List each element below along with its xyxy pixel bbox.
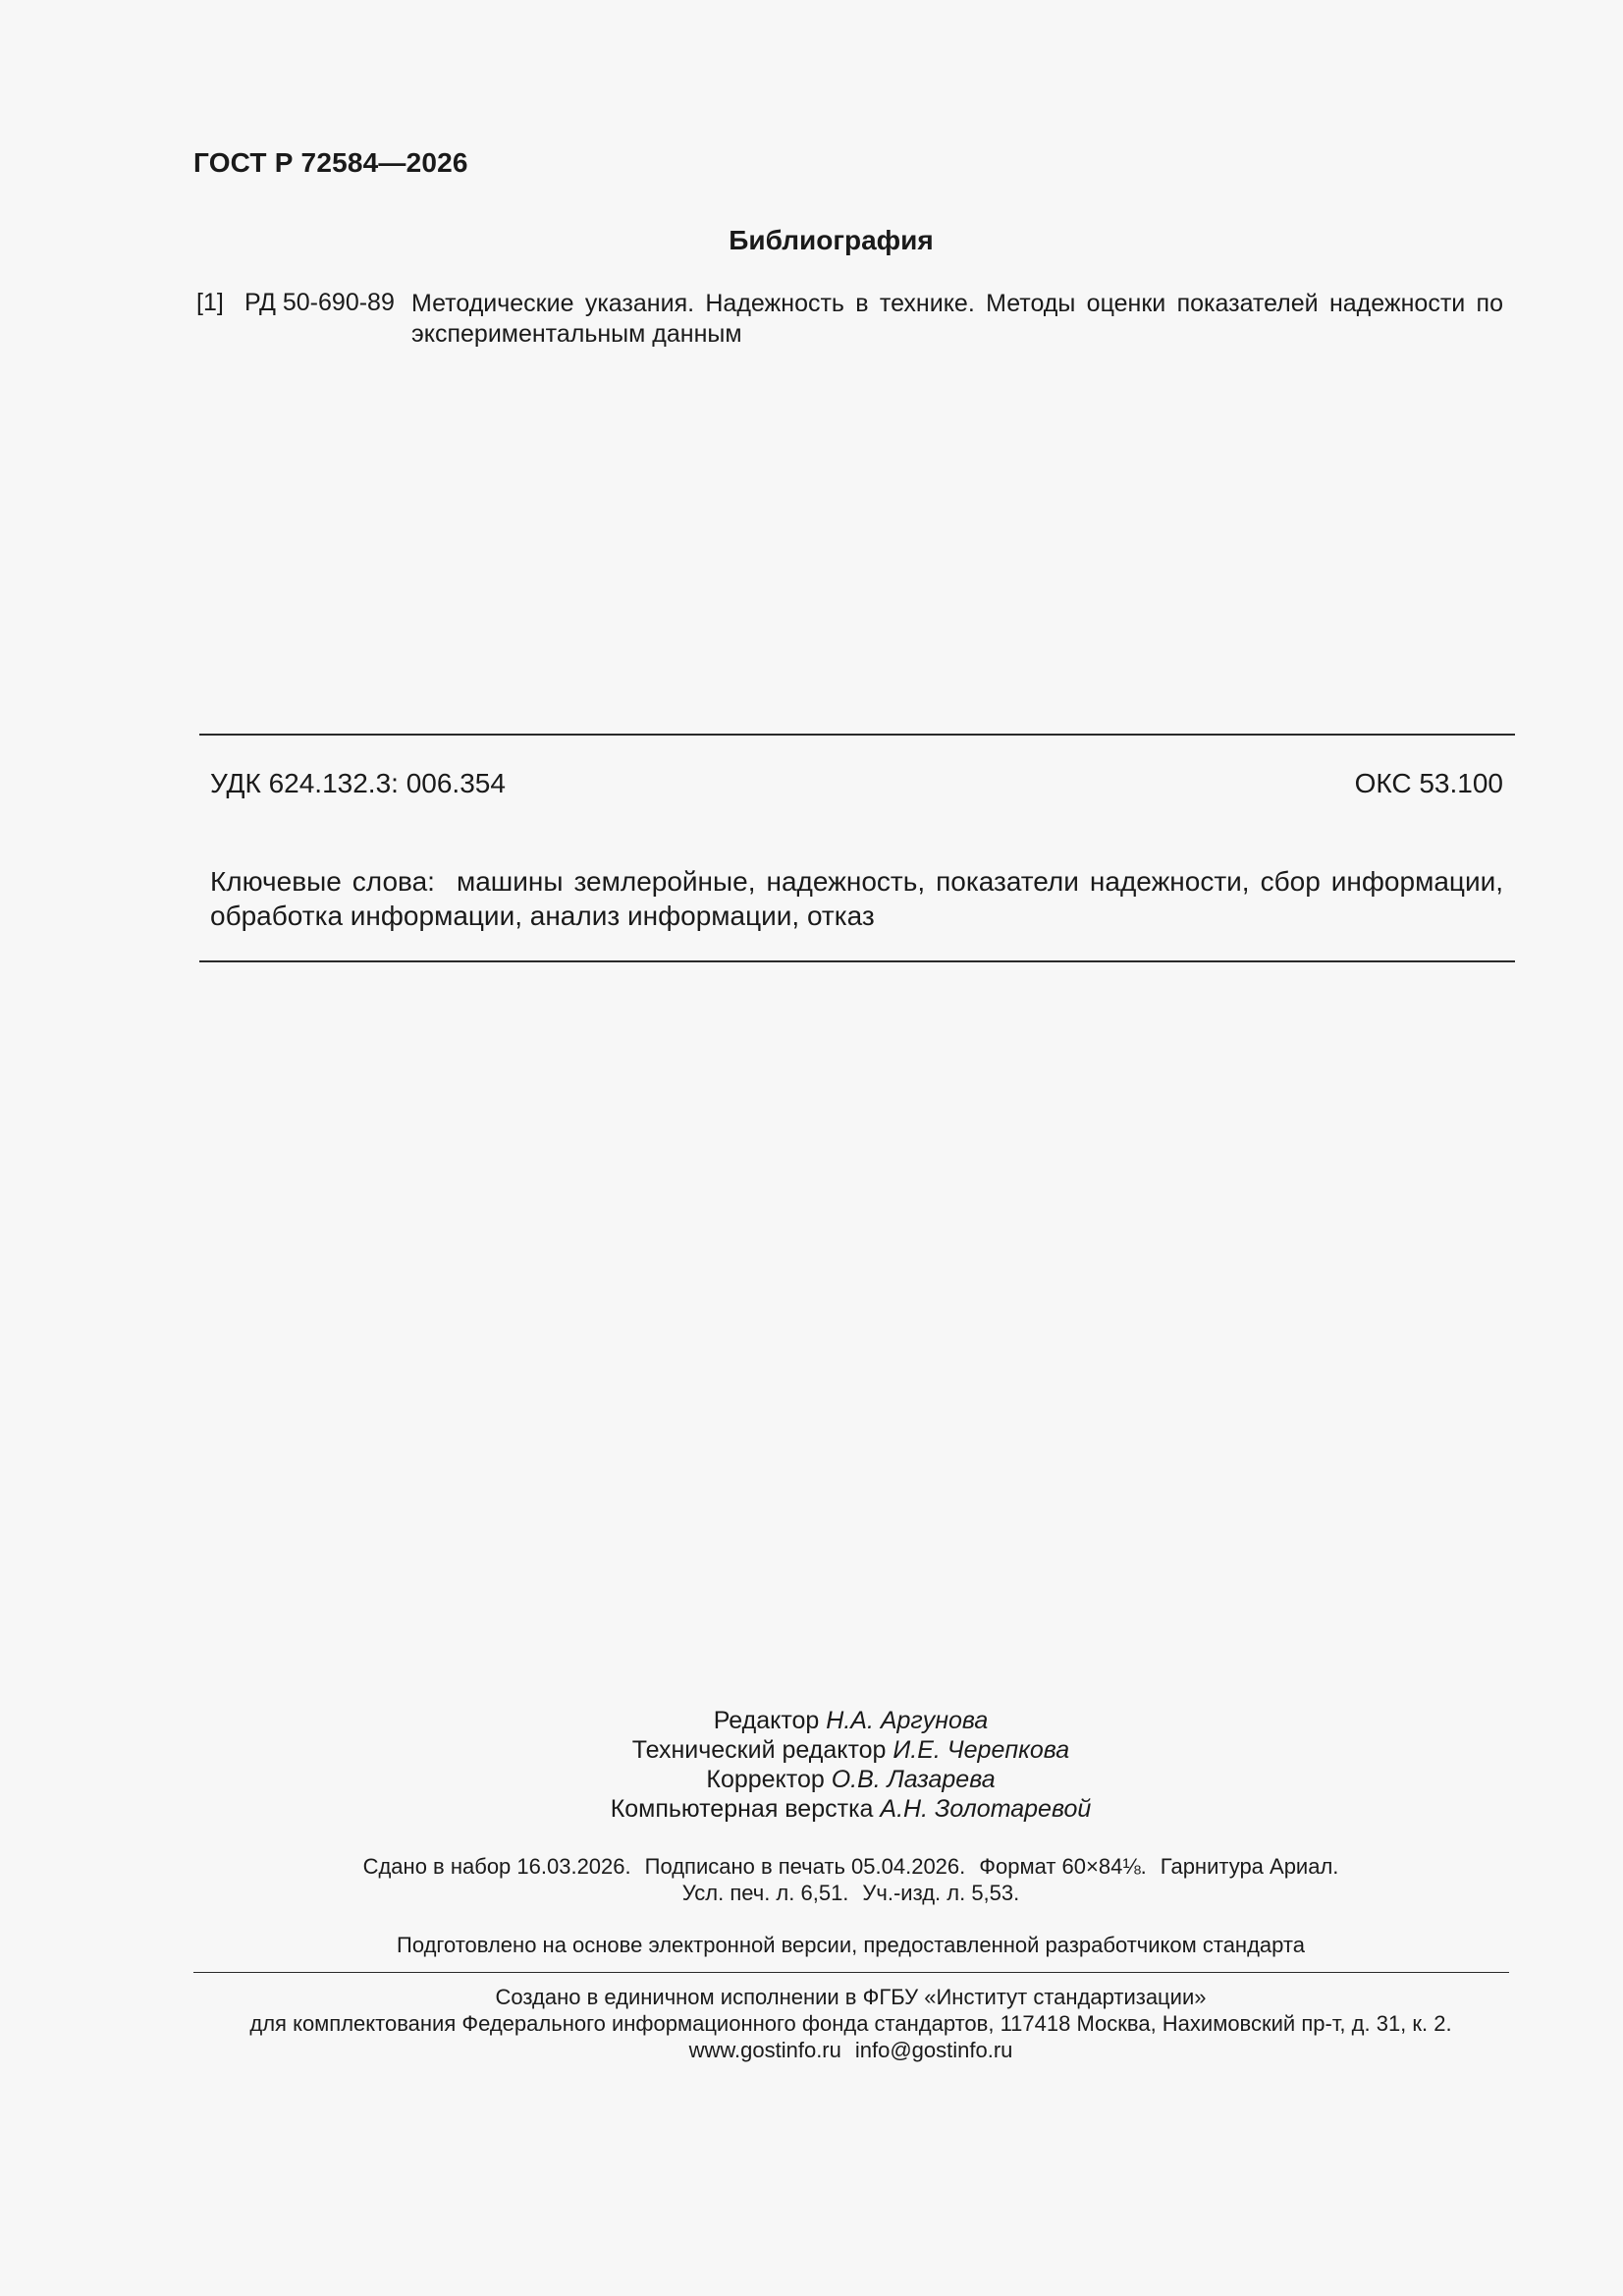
credit-technical-editor: Технический редактор И.Е. Черепкова — [631, 1736, 1070, 1764]
divider-top — [199, 734, 1515, 736]
print-info-line-1: Сдано в набор 16.03.2026. Подписано в печать 05.04.2026. Формат 60×84⅛. Гарнитура Ариал. — [362, 1854, 1339, 1879]
imprint-block — [0, 1984, 1623, 2063]
credit-proofreader: Корректор О.В. Лазарева — [706, 1766, 996, 1793]
divider-bottom — [199, 960, 1515, 962]
website-link[interactable]: www.gostinfo.ru — [688, 2038, 841, 2062]
bibliography-entry-number: [1] — [196, 289, 224, 316]
credit-layout: Компьютерная верстка А.Н. Золотаревой — [610, 1795, 1092, 1823]
imprint-line-2: для комплектования Федерального информационного фонда стандартов, 117418 Москва, Нахимовский пр-т, д. 31, к. 2. — [249, 2011, 1452, 2036]
keywords-list: машины землеройные, надежность, показатели надежности, сбор информации, обработка информации, анализ информации, отказ — [210, 866, 1504, 931]
email-link[interactable]: info@gostinfo.ru — [854, 2038, 1013, 2062]
imprint-line-1: Создано в единичном исполнении в ФГБУ «Институт стандартизации» — [495, 1985, 1207, 2009]
imprint-contacts — [79, 2037, 1623, 2063]
keywords-label: Ключевые слова: — [210, 866, 435, 897]
imprint-divider — [193, 1972, 1509, 1973]
udk-code: УДК 624.132.3: 006.354 — [210, 768, 506, 798]
print-info — [0, 1853, 1623, 1906]
bibliography-entry-reference: РД 50-690-89 — [244, 289, 395, 316]
credits-block — [0, 1706, 1623, 1824]
credit-editor: Редактор Н.А. Аргунова — [713, 1707, 989, 1734]
document-code: ГОСТ Р 72584—2026 — [193, 147, 468, 178]
bibliography-entry-text: Методические указания. Надежность в технике. Методы оценки показателей надежности по экспериментальным данным — [411, 290, 1503, 348]
prepared-note: Подготовлено на основе электронной версии, предоставленной разработчиком стандарта — [397, 1933, 1305, 1957]
keywords-block — [210, 864, 1503, 933]
bibliography-title: Библиография — [729, 225, 934, 255]
print-info-line-2: Усл. печ. л. 6,51. Уч.-изд. л. 5,53. — [681, 1881, 1020, 1905]
oks-code: ОКС 53.100 — [1354, 768, 1503, 798]
